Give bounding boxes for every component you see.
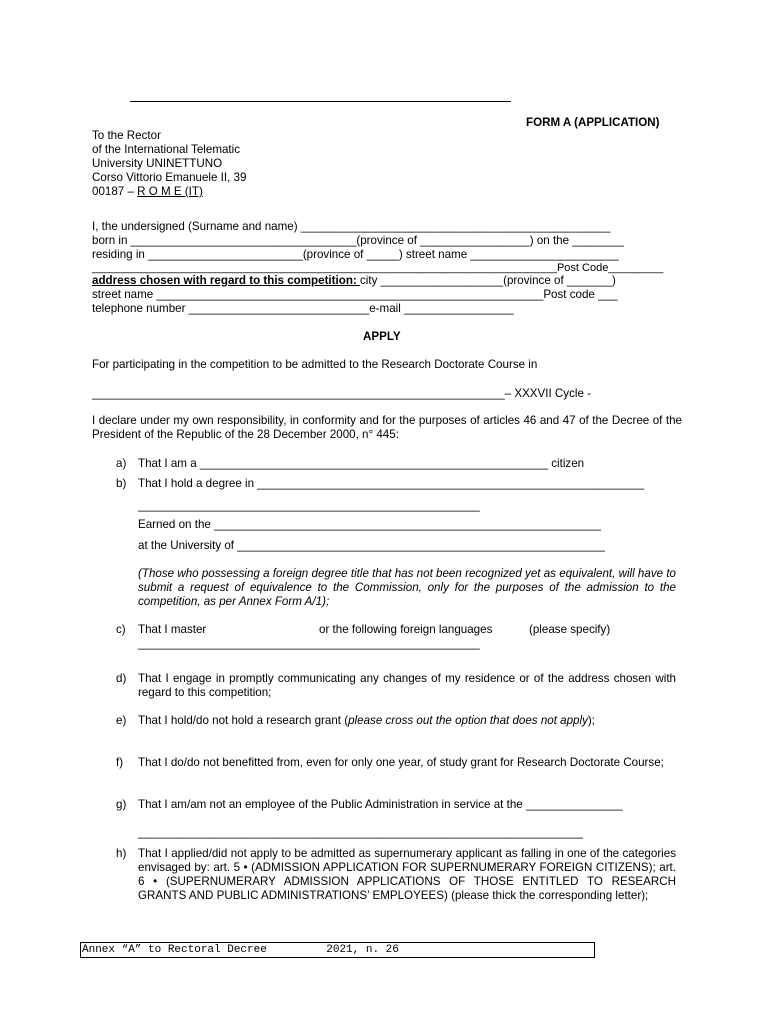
contact-field[interactable]: telephone number ____________________________e-mail _________________ xyxy=(92,302,514,315)
undersigned-field[interactable]: I, the undersigned (Surname and name) ________________________________________________ xyxy=(92,220,611,233)
employment-field-line-2[interactable]: _____________________________________________________________________ xyxy=(138,826,583,839)
address-line-4: Corso Vittorio Emanuele II, 39 xyxy=(92,171,247,184)
item-e-end: ); xyxy=(587,714,595,727)
languages-text-3: (please specify) xyxy=(529,623,611,636)
form-title: FORM A (APPLICATION) xyxy=(526,116,660,129)
item-g-label: g) xyxy=(116,798,127,811)
chosen-address-label: address chosen with regard to this competition: xyxy=(92,274,360,287)
degree-field-line-2[interactable]: _____________________________________________________ xyxy=(138,499,480,512)
chosen-address-field[interactable] xyxy=(92,274,616,288)
course-field[interactable]: ________________________________________________________________– XXXVII Cycle - xyxy=(92,387,592,400)
residence-field[interactable]: residing in ________________________(province of _____) street name _______________________ xyxy=(92,248,619,261)
address-line-5 xyxy=(92,185,203,199)
item-e-main: That I hold/do not hold a research grant ( xyxy=(138,714,349,727)
header-rule xyxy=(130,101,511,102)
item-d-text: That I engage in promptly communicating any changes of my residence or of the address chosen with regard to this competition; xyxy=(138,672,676,699)
declaration-text: I declare under my own responsibility, in conformity and for the purposes of articles 46 and 47 of the Decree of the President of the Republic of the 28 December 2000, n° 445: xyxy=(92,414,682,441)
item-e-instruction: please cross out the option that does not apply xyxy=(348,714,588,727)
degree-date-field[interactable]: Earned on the ____________________________________________________________ xyxy=(138,518,601,531)
apply-heading: APPLY xyxy=(363,330,401,343)
footer-annex xyxy=(80,942,595,958)
languages-text-1: That I master xyxy=(138,623,207,636)
city-name: R O M E (IT) xyxy=(137,185,203,198)
degree-field[interactable]: That I hold a degree in ____________________________________________________________ xyxy=(138,477,645,490)
birth-field[interactable]: born in ___________________________________(province of _________________) on the ________ xyxy=(92,234,624,247)
foreign-degree-note: (Those who possessing a foreign degree title that has not been recognized yet as equivalent, will have to submit a request of equivalence to the Commission, only for the purposes of the admission to the competition, as per Annex Form A/1); xyxy=(138,567,676,608)
item-e-text xyxy=(138,714,595,728)
participation-text: For participating in the competition to be admitted to the Research Doctorate Course in xyxy=(92,358,538,371)
languages-text-2: or the following foreign languages xyxy=(319,623,493,636)
citizenship-field[interactable]: That I am a ______________________________________________________ citizen xyxy=(138,457,585,470)
item-f-text: That I do/do not benefitted from, even for only one year, of study grant for Research Doctorate Course; xyxy=(138,756,664,769)
item-c-label: c) xyxy=(116,623,126,636)
item-h-label: h) xyxy=(116,847,127,860)
address-line-1: To the Rector xyxy=(92,129,161,142)
item-b-label: b) xyxy=(116,477,127,490)
footer-text: Annex “A” to Rectoral Decree 2021, n. 26 xyxy=(82,944,399,956)
item-d-label: d) xyxy=(116,672,127,685)
postal-code: 00187 – xyxy=(92,185,138,198)
item-e-label: e) xyxy=(116,714,127,727)
university-field[interactable]: at the University of _________________________________________________________ xyxy=(138,539,605,552)
chosen-city-field[interactable]: city ___________________(province of _______) xyxy=(359,274,616,287)
item-h-text: That I applied/did not apply to be admitted as supernumerary applicant as falling in one of the categories envisaged by: art. 5 • (ADMISSION APPLICATION FOR SUPERNUMERARY FOREIGN CITIZENS); art. 6 • (SUPERNUMERARY ADMISSION APPLICATIONS OF THOSE ENTITLED TO RESEARCH GRANTS AND PUBLIC ADMINISTRATIONS’ EMPLOYEES) (please thick the corresponding letter); xyxy=(138,847,676,902)
street-field[interactable]: street name ____________________________________________________________Post code ___ xyxy=(92,288,618,301)
languages-field[interactable]: _____________________________________________________ xyxy=(138,637,480,650)
postcode-field[interactable]: ____________________________________________________________________________Post Code_________ xyxy=(92,262,664,274)
item-f-label: f) xyxy=(116,756,124,769)
address-line-2: of the International Telematic xyxy=(92,143,241,156)
employment-field[interactable]: That I am/am not an employee of the Public Administration in service at the _______________ xyxy=(138,798,623,811)
item-a-label: a) xyxy=(116,457,127,470)
address-line-3: University UNINETTUNO xyxy=(92,157,223,170)
